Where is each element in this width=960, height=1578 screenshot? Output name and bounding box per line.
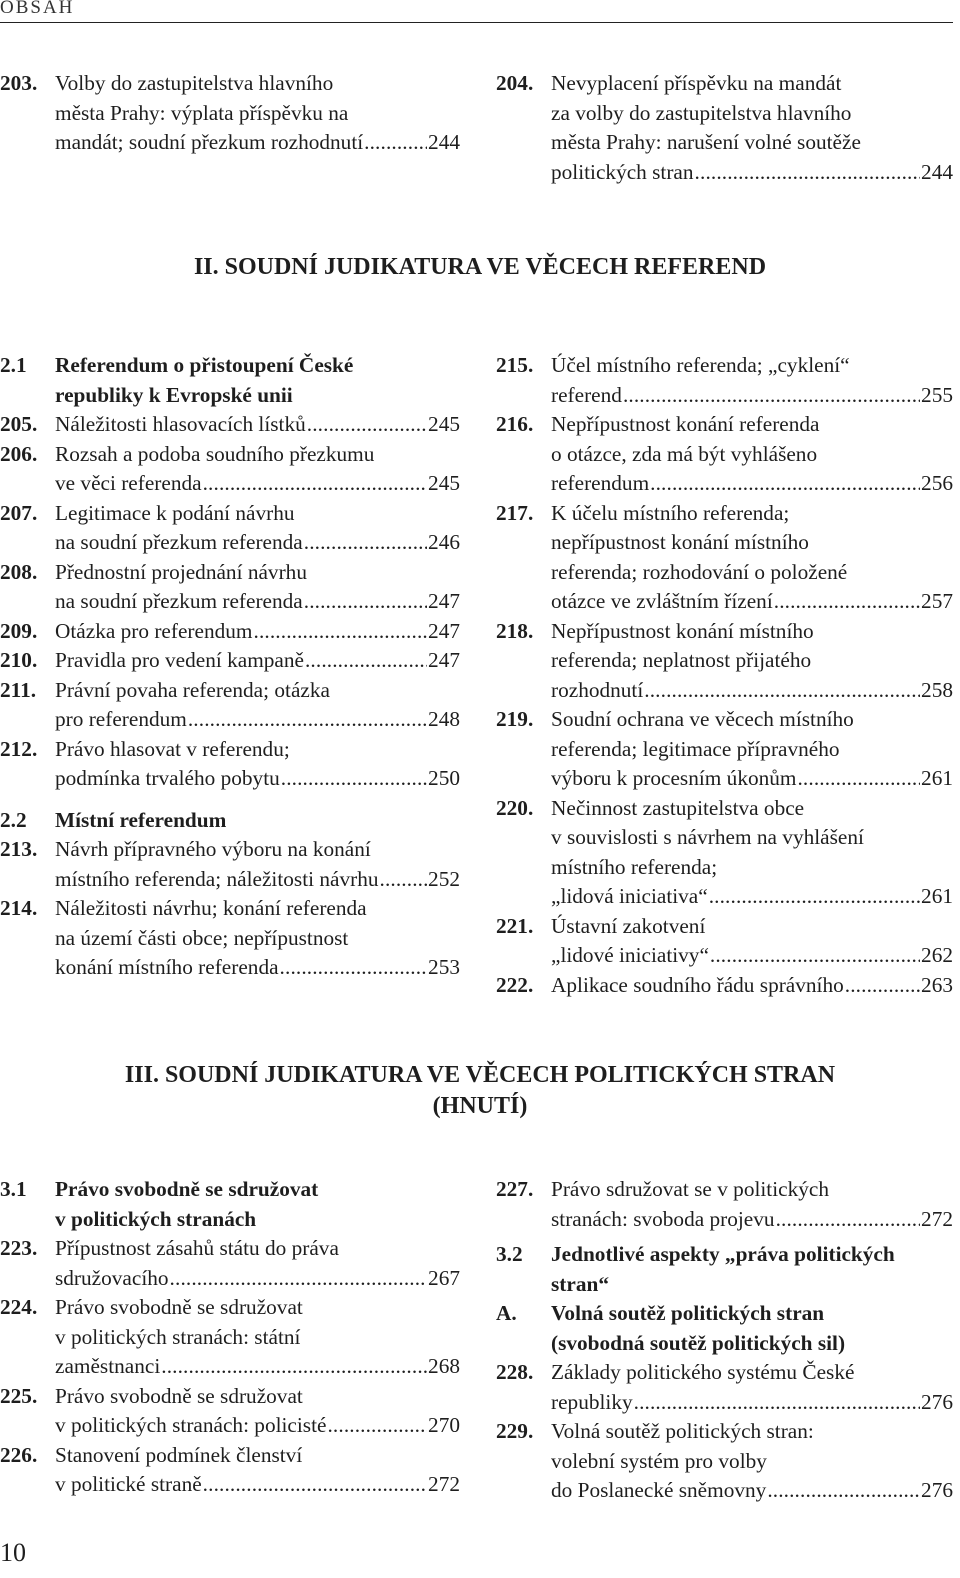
entry-title-last-line: ve věci referenda	[55, 471, 202, 495]
entry-leader-line	[55, 469, 460, 499]
dot-leader	[623, 381, 920, 411]
toc-column	[0, 351, 460, 983]
entry-number: 216.	[496, 412, 534, 436]
subsection-heading	[0, 1175, 460, 1234]
entry-page-number: 244	[428, 130, 460, 154]
subsection-title: Jednotlivé aspekty „práva politických stran“	[551, 1242, 895, 1296]
entry-title: Rozsah a podoba soudního přezkumu	[55, 441, 375, 466]
entry-page-number: 248	[428, 707, 460, 731]
entry-page-number: 253	[428, 955, 460, 979]
toc-entry	[0, 410, 460, 440]
dot-leader	[650, 469, 920, 499]
toc-entry	[496, 410, 953, 499]
entry-leader-line	[55, 1411, 460, 1441]
entry-leader-line	[55, 764, 460, 794]
dot-leader	[307, 410, 427, 440]
toc-entry	[0, 1382, 460, 1441]
entry-title: Stanovení podmínek členství	[55, 1442, 303, 1467]
entry-page-number: 276	[921, 1389, 953, 1414]
entry-page-number: 247	[428, 589, 460, 613]
entry-title: Volná soutěž politických stran: volební systém pro volby	[551, 1419, 814, 1473]
dot-leader	[280, 953, 428, 983]
entry-number: 208.	[0, 559, 38, 584]
entry-title-last-line: konání místního referenda	[55, 955, 279, 979]
entry-number: 211.	[0, 677, 37, 702]
entry-number: 214.	[0, 896, 38, 920]
entry-leader-line	[55, 128, 460, 158]
entry-title: Volby do zastupitelstva hlavního města Prahy: výplata příspěvku na	[55, 71, 349, 125]
section-heading: II. SOUDNÍ JUDIKATURA VE VĚCECH REFEREND	[193, 254, 767, 280]
subsection-heading	[0, 806, 460, 836]
subsection-title: Volná soutěž politických stran (svobodná soutěž politických sil)	[551, 1301, 846, 1355]
entry-title: Účel místního referenda; „cyklení“	[551, 353, 850, 377]
dot-leader	[170, 1264, 428, 1294]
entry-leader-line	[55, 617, 460, 647]
dot-leader	[327, 1411, 427, 1441]
entry-title: Náležitosti návrhu; konání referenda na území části obce; nepřípustnost	[55, 896, 367, 950]
toc-entry	[496, 351, 953, 410]
toc-entry	[0, 617, 460, 647]
entry-title: Ústavní zakotvení	[551, 913, 706, 938]
entry-leader-line	[55, 865, 460, 895]
entry-number: 225.	[0, 1383, 38, 1408]
toc-entry	[0, 558, 460, 617]
entry-page-number: 258	[921, 677, 953, 702]
spacer	[0, 794, 460, 806]
dot-leader	[161, 1352, 427, 1382]
toc-entry	[496, 912, 953, 971]
entry-page-number: 255	[921, 382, 953, 407]
entry-number: 219.	[496, 707, 534, 731]
entry-leader-line	[55, 705, 460, 735]
toc-entry	[0, 735, 460, 794]
entry-title-last-line: v politických stranách: policisté	[55, 1413, 327, 1437]
entry-page-number: 262	[921, 943, 953, 967]
entry-title-last-line: „lidová iniciativa“	[551, 884, 708, 908]
entry-number: 217.	[496, 500, 534, 525]
entry-title-last-line: politických stran	[551, 159, 694, 184]
entry-number: 226.	[0, 1442, 38, 1467]
entry-page-number: 250	[428, 766, 460, 790]
entry-page-number: 272	[428, 1472, 460, 1496]
entry-number: 210.	[0, 648, 38, 672]
entry-leader-line	[55, 953, 460, 983]
entry-leader-line	[55, 1264, 460, 1294]
entry-number: 229.	[496, 1419, 534, 1443]
entry-title-last-line: referend	[551, 382, 622, 407]
entry-page-number: 245	[428, 471, 460, 495]
toc-entry	[0, 835, 460, 894]
toc-entry	[0, 440, 460, 499]
dot-leader	[380, 865, 428, 895]
dot-leader	[304, 528, 427, 558]
entry-page-number: 268	[428, 1354, 460, 1378]
entry-leader-line	[55, 646, 460, 676]
entry-leader-line	[55, 1352, 460, 1382]
entry-page-number: 245	[428, 412, 460, 436]
dot-leader	[709, 882, 920, 912]
dot-leader	[710, 941, 920, 971]
toc-entry	[496, 499, 953, 617]
entry-page-number: 261	[921, 766, 953, 790]
entry-page-number: 270	[428, 1413, 460, 1437]
toc-entry	[0, 499, 460, 558]
subsection-heading	[496, 1299, 953, 1358]
entry-leader-line	[55, 528, 460, 558]
entry-title-last-line: Náležitosti hlasovacích lístků	[55, 412, 306, 436]
entry-title: Právní povaha referenda; otázka	[55, 677, 330, 702]
entry-page-number: 272	[921, 1206, 953, 1231]
entry-title: Přípustnost zásahů státu do práva	[55, 1236, 339, 1260]
subsection-number: A.	[496, 1301, 517, 1325]
entry-number: 222.	[496, 972, 534, 997]
entry-leader-line	[551, 676, 953, 706]
entry-title-last-line: výboru k procesním úkonům	[551, 766, 797, 790]
section-heading: III. SOUDNÍ JUDIKATURA VE VĚCECH POLITICKÝCH STRAN (HNUTÍ)	[124, 1062, 836, 1119]
subsection-title: Místní referendum	[55, 807, 227, 832]
entry-leader-line	[551, 1388, 953, 1418]
toc-entry	[496, 1358, 953, 1417]
dot-leader	[203, 469, 427, 499]
entry-title: Přednostní projednání návrhu	[55, 559, 307, 584]
entry-title-last-line: do Poslanecké sněmovny	[551, 1478, 767, 1502]
dot-leader	[695, 158, 921, 188]
dot-leader	[767, 1476, 920, 1506]
toc-entry	[496, 617, 953, 706]
entry-number: 221.	[496, 913, 534, 938]
entry-title: Základy politického systému České	[551, 1360, 855, 1384]
dot-leader	[634, 1388, 920, 1418]
entry-leader-line	[551, 469, 953, 499]
entry-title-last-line: „lidové iniciativy“	[551, 943, 709, 967]
dot-leader	[644, 676, 920, 706]
dot-leader	[188, 705, 427, 735]
entry-page-number: 256	[921, 471, 953, 495]
entry-number: 205.	[0, 412, 38, 436]
entry-title-last-line: stranách: svoboda projevu	[551, 1206, 775, 1231]
toc-entry	[0, 1293, 460, 1382]
entry-title: Právo hlasovat v referendu;	[55, 736, 290, 761]
toc-entry	[496, 794, 953, 912]
entry-number: 209.	[0, 618, 38, 643]
entry-title: Právo svobodně se sdružovat	[55, 1383, 303, 1408]
entry-page-number: 257	[921, 589, 953, 613]
toc-entry	[0, 1234, 460, 1293]
dot-leader	[254, 617, 428, 647]
subsection-title: Referendum o přistoupení České republiky k Evropské unii	[55, 353, 354, 407]
entry-title-last-line: v politické straně	[55, 1472, 202, 1496]
toc-column	[0, 69, 460, 158]
entry-title-last-line: Pravidla pro vedení kampaně	[55, 648, 304, 672]
dot-leader	[203, 1470, 427, 1500]
entry-page-number: 247	[428, 618, 460, 643]
entry-title-last-line: referendum	[551, 471, 650, 495]
entry-title: Návrh přípravného výboru na konání	[55, 837, 371, 861]
toc-entry	[496, 1175, 953, 1234]
entry-number: 223.	[0, 1236, 38, 1260]
entry-title: Nepřípustnost konání místního referenda; neplatnost přijatého	[551, 618, 814, 672]
entry-title: Právo sdružovat se v politických	[551, 1177, 829, 1201]
entry-title: Soudní ochrana ve věcech místního referenda; legitimace přípravného	[551, 707, 854, 761]
dot-leader	[305, 646, 427, 676]
entry-number: 218.	[496, 618, 534, 643]
entry-leader-line	[55, 410, 460, 440]
toc-entry	[0, 676, 460, 735]
subsection-number: 3.1	[0, 1177, 27, 1201]
entry-number: 220.	[496, 795, 534, 820]
entry-title-last-line: sdružovacího	[55, 1265, 169, 1290]
entry-title: Legitimace k podání návrhu	[55, 500, 295, 525]
entry-number: 213.	[0, 837, 38, 861]
entry-page-number: 263	[921, 972, 953, 997]
entry-page-number: 261	[921, 884, 953, 908]
toc-entry	[0, 894, 460, 983]
entry-title-last-line: Aplikace soudního řádu správního	[551, 972, 844, 997]
subsection-heading	[0, 351, 460, 410]
entry-title: Nevyplacení příspěvku na mandát za volby do zastupitelstva hlavního města Prahy: narušení volné soutěže	[551, 71, 861, 154]
entry-title-last-line: pro referendum	[55, 707, 187, 731]
entry-page-number: 276	[921, 1478, 953, 1502]
toc-column	[496, 351, 953, 1000]
entry-leader-line	[551, 381, 953, 411]
entry-title-last-line: zaměstnanci	[55, 1354, 161, 1378]
entry-title: Právo svobodně se sdružovat v politických stranách: státní	[55, 1295, 303, 1349]
entry-leader-line	[551, 587, 953, 617]
entry-leader-line	[551, 1476, 953, 1506]
running-header	[0, 0, 953, 23]
entry-page-number: 247	[428, 648, 460, 672]
header-title: OBSAH	[0, 0, 75, 18]
toc-entry	[0, 646, 460, 676]
entry-title: Nepřípustnost konání referenda o otázce, zda má být vyhlášeno	[551, 412, 820, 466]
entry-leader-line	[551, 1205, 953, 1235]
subsection-number: 2.2	[0, 807, 27, 832]
entry-number: 203.	[0, 71, 38, 95]
toc-column	[496, 69, 953, 187]
dot-leader	[774, 587, 920, 617]
entry-title: Nečinnost zastupitelstva obce v souvislosti s návrhem na vyhlášení místního referenda;	[551, 795, 864, 879]
entry-title-last-line: podmínka trvalého pobytu	[55, 766, 280, 790]
dot-leader	[281, 764, 427, 794]
toc-entry	[0, 69, 460, 158]
dot-leader	[364, 128, 427, 158]
entry-title-last-line: mandát; soudní přezkum rozhodnutí	[55, 130, 364, 154]
toc-column	[0, 1175, 460, 1500]
entry-title-last-line: na soudní přezkum referenda	[55, 530, 303, 554]
entry-leader-line	[551, 941, 953, 971]
subsection-title: Právo svobodně se sdružovat v politických stranách	[55, 1177, 319, 1231]
entry-title-last-line: otázce ve zvláštním řízení	[551, 589, 773, 613]
page-number: 10	[0, 1538, 26, 1567]
dot-leader	[776, 1205, 920, 1235]
entry-number: 204.	[496, 71, 534, 95]
entry-page-number: 252	[428, 866, 460, 891]
toc-entry	[496, 705, 953, 794]
toc-entry	[496, 69, 953, 187]
entry-number: 212.	[0, 736, 38, 761]
toc-entry	[496, 971, 953, 1001]
subsection-number: 3.2	[496, 1242, 523, 1266]
entry-title-last-line: na soudní přezkum referenda	[55, 589, 303, 613]
entry-number: 228.	[496, 1360, 534, 1384]
dot-leader	[845, 971, 920, 1001]
toc-column	[496, 1175, 953, 1506]
entry-title: K účelu místního referenda; nepřípustnost konání místního referenda; rozhodování o položené	[551, 500, 848, 584]
entry-number: 207.	[0, 500, 38, 525]
entry-title-last-line: republiky	[551, 1389, 633, 1414]
entry-page-number: 246	[428, 530, 460, 554]
entry-leader-line	[551, 158, 953, 188]
entry-leader-line	[55, 1470, 460, 1500]
entry-leader-line	[551, 764, 953, 794]
entry-leader-line	[551, 971, 953, 1001]
entry-title-last-line: Otázka pro referendum	[55, 618, 253, 643]
entry-leader-line	[551, 882, 953, 912]
entry-number: 206.	[0, 441, 38, 466]
entry-number: 227.	[496, 1177, 534, 1201]
entry-page-number: 267	[428, 1265, 460, 1290]
subsection-number: 2.1	[0, 353, 27, 377]
dot-leader	[797, 764, 920, 794]
subsection-heading	[496, 1240, 953, 1299]
dot-leader	[304, 587, 427, 617]
toc-entry	[496, 1417, 953, 1506]
entry-title-last-line: místního referenda; náležitosti návrhu	[55, 866, 379, 891]
entry-page-number: 244	[921, 159, 953, 184]
entry-title-last-line: rozhodnutí	[551, 677, 644, 702]
entry-number: 215.	[496, 353, 534, 377]
toc-entry	[0, 1441, 460, 1500]
entry-leader-line	[55, 587, 460, 617]
entry-number: 224.	[0, 1295, 38, 1319]
